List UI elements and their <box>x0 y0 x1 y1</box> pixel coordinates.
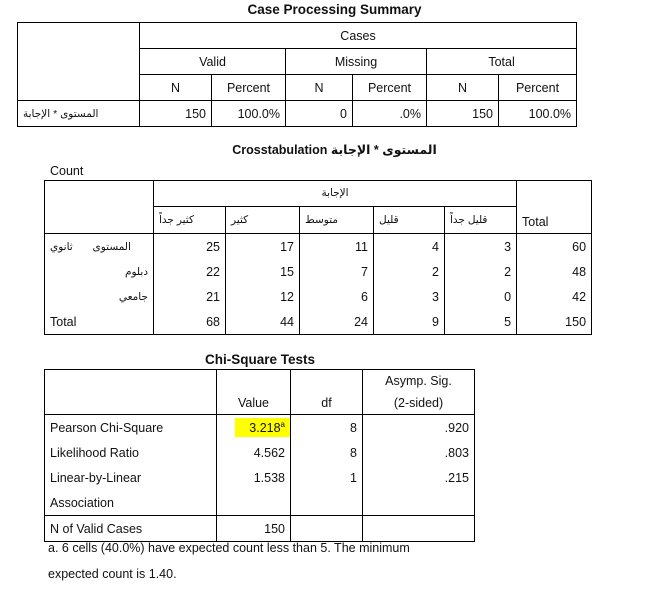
total-percent: 100.0% <box>499 101 577 127</box>
col-n: N <box>140 75 212 101</box>
chi-title: Chi-Square Tests <box>204 352 316 367</box>
chi-df: 8 <box>291 415 363 441</box>
sig-header-line1: Asymp. Sig. <box>385 374 452 388</box>
chi-value: 1.538 <box>217 465 291 490</box>
col-total: 24 <box>300 309 374 335</box>
missing-header: Missing <box>286 49 427 75</box>
cell: 21 <box>154 284 226 309</box>
col-header: كثير جداً <box>154 206 226 233</box>
chi-sig <box>363 490 475 516</box>
row-label: جامعي <box>45 284 154 309</box>
chi-df: 8 <box>291 440 363 465</box>
corner-cell <box>18 23 140 101</box>
valid-n: 150 <box>140 101 212 127</box>
row-total: 48 <box>517 259 592 284</box>
crosstab-table <box>44 180 592 335</box>
count-label: Count <box>50 164 84 178</box>
row-label: ثانوي <box>50 240 73 253</box>
cell: 3 <box>445 234 517 260</box>
cell: 15 <box>226 259 300 284</box>
row-var-label: المستوى <box>92 240 131 253</box>
corner-cell <box>45 370 217 415</box>
chi-row-label: Linear-by-Linear <box>45 465 217 490</box>
pearson-value: 3.218 <box>249 421 281 436</box>
chi-sig <box>363 516 475 542</box>
col-header: متوسط <box>300 206 374 233</box>
chi-value: 150 <box>217 516 291 542</box>
missing-percent: .0% <box>353 101 427 127</box>
sig-header-line2: (2-sided) <box>393 396 444 410</box>
chi-sig: .920 <box>363 415 475 441</box>
cell: 0 <box>445 284 517 309</box>
cell: 2 <box>445 259 517 284</box>
chi-row-label: Likelihood Ratio <box>45 440 217 465</box>
highlighted-value <box>235 418 290 437</box>
chi-df: 1 <box>291 465 363 490</box>
col-total: 44 <box>226 309 300 335</box>
grand-total: 150 <box>517 309 592 335</box>
valid-header: Valid <box>140 49 286 75</box>
row-label: دبلوم <box>45 259 154 284</box>
cell: 25 <box>154 234 226 260</box>
col-percent: Percent <box>353 75 427 101</box>
chi-value <box>217 490 291 516</box>
pearson-value-cell <box>217 415 291 441</box>
chi-row-label: N of Valid Cases <box>45 516 217 542</box>
row-label: المستوى * الإجابة <box>18 101 140 127</box>
case-summary-title: Case Processing Summary <box>247 2 422 17</box>
total-header: Total <box>427 49 577 75</box>
total-col-header: Total <box>517 181 592 234</box>
cell: 7 <box>300 259 374 284</box>
footnote-line-1: a. 6 cells (40.0%) have expected count less than 5. The minimum <box>48 541 410 555</box>
total-row-label: Total <box>45 309 154 335</box>
valid-percent: 100.0% <box>212 101 286 127</box>
sig-header <box>363 370 475 415</box>
cell: 11 <box>300 234 374 260</box>
df-header: df <box>291 370 363 415</box>
col-total: 5 <box>445 309 517 335</box>
corner-cell <box>45 181 154 234</box>
crosstab-title: Crosstabulation المستوى * الإجابة <box>232 143 437 157</box>
chi-df <box>291 516 363 542</box>
row-total: 60 <box>517 234 592 260</box>
chi-square-table <box>44 369 475 542</box>
response-group-header: الإجابة <box>154 181 517 207</box>
chi-sig: .803 <box>363 440 475 465</box>
col-total: 9 <box>374 309 445 335</box>
cell: 3 <box>374 284 445 309</box>
cell: 12 <box>226 284 300 309</box>
footnote-line-2: expected count is 1.40. <box>48 567 177 581</box>
cell: 4 <box>374 234 445 260</box>
footnote-marker: a <box>280 419 285 429</box>
chi-sig: .215 <box>363 465 475 490</box>
row-header <box>45 234 154 260</box>
col-n: N <box>427 75 499 101</box>
chi-row-label: Association <box>45 490 217 516</box>
chi-df <box>291 490 363 516</box>
total-n: 150 <box>427 101 499 127</box>
missing-n: 0 <box>286 101 353 127</box>
cases-header: Cases <box>140 23 577 49</box>
col-header: قليل <box>374 206 445 233</box>
col-n: N <box>286 75 353 101</box>
value-header: Value <box>217 370 291 415</box>
case-summary-table <box>17 22 577 127</box>
col-percent: Percent <box>499 75 577 101</box>
chi-row-label: Pearson Chi-Square <box>45 415 217 441</box>
cell: 6 <box>300 284 374 309</box>
cell: 17 <box>226 234 300 260</box>
col-total: 68 <box>154 309 226 335</box>
cell: 2 <box>374 259 445 284</box>
row-total: 42 <box>517 284 592 309</box>
col-header: كثير <box>226 206 300 233</box>
col-percent: Percent <box>212 75 286 101</box>
col-header: قليل جداً <box>445 206 517 233</box>
cell: 22 <box>154 259 226 284</box>
chi-value: 4.562 <box>217 440 291 465</box>
